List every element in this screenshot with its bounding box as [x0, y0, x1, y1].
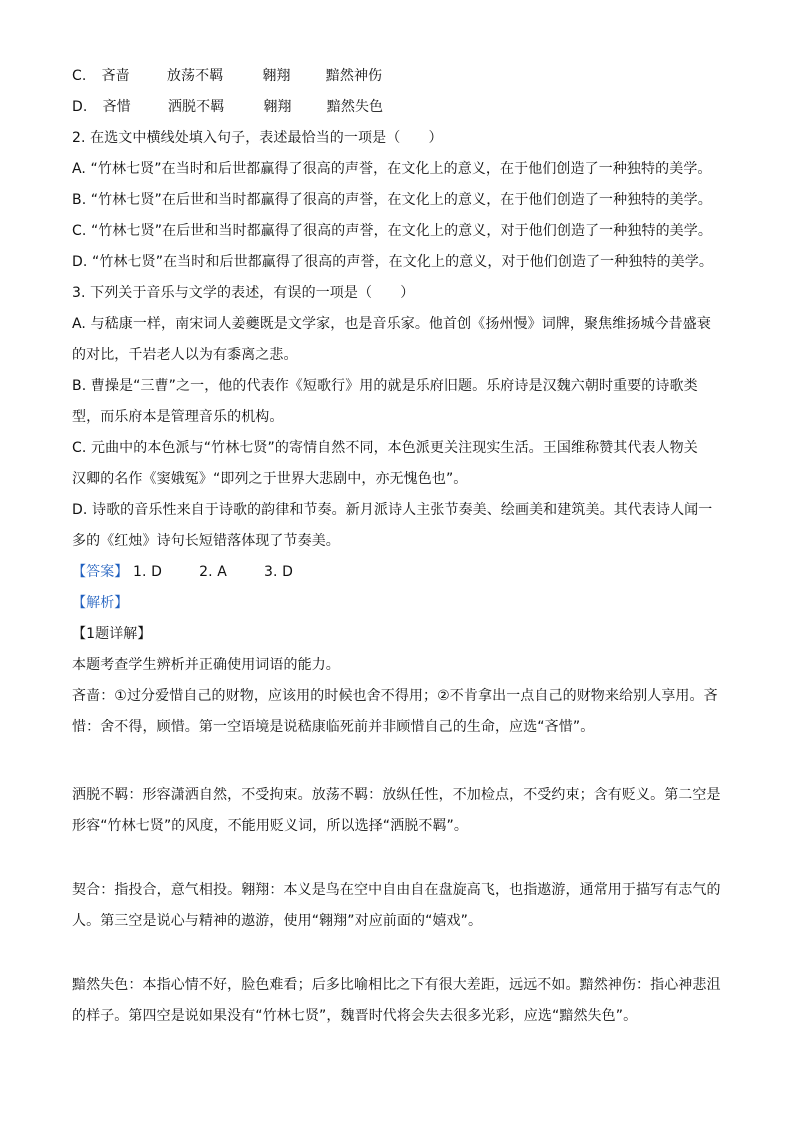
answer-label: 【答案】	[72, 564, 129, 580]
option-word: 翱翔	[263, 99, 292, 115]
paragraph-2-line2: 形容“竹林七贤”的风度，不能用贬义词，所以选择“洒脱不羁”。	[72, 818, 469, 834]
paragraph-2-line1: 洒脱不羁：形容潇洒自然，不受拘束。放荡不羁：放纵任性，不加检点，不受约束；含有贬义。第二空是	[72, 787, 721, 803]
answer-3: 3. D	[264, 564, 294, 580]
analysis-label: 【解析】	[72, 595, 129, 611]
paragraph-3-line1: 契合：指投合，意气相投。翱翔：本义是鸟在空中自由自在盘旋高飞，也指遨游，通常用于描写有志气的	[72, 882, 721, 898]
detail-label: 【1题详解】	[72, 626, 152, 642]
answer-2: 2. A	[199, 564, 227, 580]
question-3-option-d-line1: D. 诗歌的音乐性来自于诗歌的韵律和节奏。新月派诗人主张节奏美、绘画美和建筑美。其代表诗人闻一	[72, 502, 713, 518]
paragraph-4-line2: 的样子。第四空是说如果没有“竹林七贤”，魏晋时代将会失去很多光彩，应选“黯然失色”。	[72, 1008, 638, 1024]
question-2-option-b: B. “竹林七贤”在后世和当时都赢得了很高的声誉，在文化上的意义，在于他们创造了一种独特的美学。	[72, 192, 712, 208]
option-c-row	[72, 66, 382, 86]
option-word: 黯然神伤	[325, 68, 383, 84]
question-2-option-d: D. “竹林七贤”在当时和后世都赢得了很高的声誉，在文化上的意义，对于他们创造了一种独特的美学。	[72, 254, 713, 270]
question-3-option-a-line2: 的对比，千岩老人以为有黍离之悲。	[72, 347, 298, 363]
option-word: 洒脱不羁	[167, 99, 225, 115]
answer-1: 1. D	[132, 564, 162, 580]
option-word: 黯然失色	[326, 99, 384, 115]
option-word: 放荡不羁	[166, 68, 224, 84]
paragraph-1-line2: 惜：舍不得，顾惜。第一空语境是说嵇康临死前并非顾惜自己的生命，应选“吝惜”。	[72, 719, 595, 735]
question-2-option-c: C. “竹林七贤”在后世和当时都赢得了很高的声誉，在文化上的意义，对于他们创造了一种独特的美学。	[72, 223, 712, 239]
paragraph-4-line1: 黯然失色：本指心情不好，脸色难看；后多比喻相比之下有很大差距，远远不如。黯然神伤：指心神悲沮	[72, 977, 721, 993]
question-2-option-a: A. “竹林七贤”在当时和后世都赢得了很高的声誉，在文化上的意义，在于他们创造了一种独特的美学。	[72, 161, 712, 177]
option-word: 翱翔	[262, 68, 291, 84]
question-3-option-c-line1: C. 元曲中的本色派与“竹林七贤”的寄情自然不同，本色派更关注现实生活。王国维称赞其代表人物关	[72, 440, 698, 456]
question-3-option-a-line1: A. 与嵇康一样，南宋词人姜夔既是文学家，也是音乐家。他首创《扬州慢》词牌，聚焦维扬城今昔盛衰	[72, 316, 711, 332]
intro-paragraph: 本题考查学生辨析并正确使用词语的能力。	[72, 657, 340, 673]
option-word: 吝啬	[101, 68, 130, 84]
question-3-option-d-line2: 多的《红烛》诗句长短错落体现了节奏美。	[72, 533, 340, 549]
question-3-option-b-line2: 型，而乐府本是管理音乐的机构。	[72, 409, 284, 425]
option-word: 吝惜	[102, 99, 131, 115]
question-3-stem: 3. 下列关于音乐与文学的表述，有误的一项是（ ）	[72, 285, 415, 301]
answer-row	[72, 562, 293, 582]
paragraph-1-line1: 吝啬：①过分爱惜自己的财物，应该用的时候也舍不得用；②不肯拿出一点自己的财物来给别人享用。吝	[72, 688, 718, 704]
question-2-stem: 2. 在选文中横线处填入句子，表述最恰当的一项是（ ）	[72, 130, 443, 146]
option-letter: C.	[72, 68, 87, 84]
option-d-row	[72, 97, 383, 117]
option-letter: D.	[72, 99, 88, 115]
question-3-option-b-line1: B. 曹操是“三曹”之一，他的代表作《短歌行》用的就是乐府旧题。乐府诗是汉魏六朝时重要的诗歌类	[72, 378, 698, 394]
question-3-option-c-line2: 汉卿的名作《窦娥冤》“即列之于世界大悲剧中，亦无愧色也”。	[72, 471, 468, 487]
paragraph-3-line2: 人。第三空是说心与精神的遨游，使用“翱翔”对应前面的“嬉戏”。	[72, 913, 483, 929]
